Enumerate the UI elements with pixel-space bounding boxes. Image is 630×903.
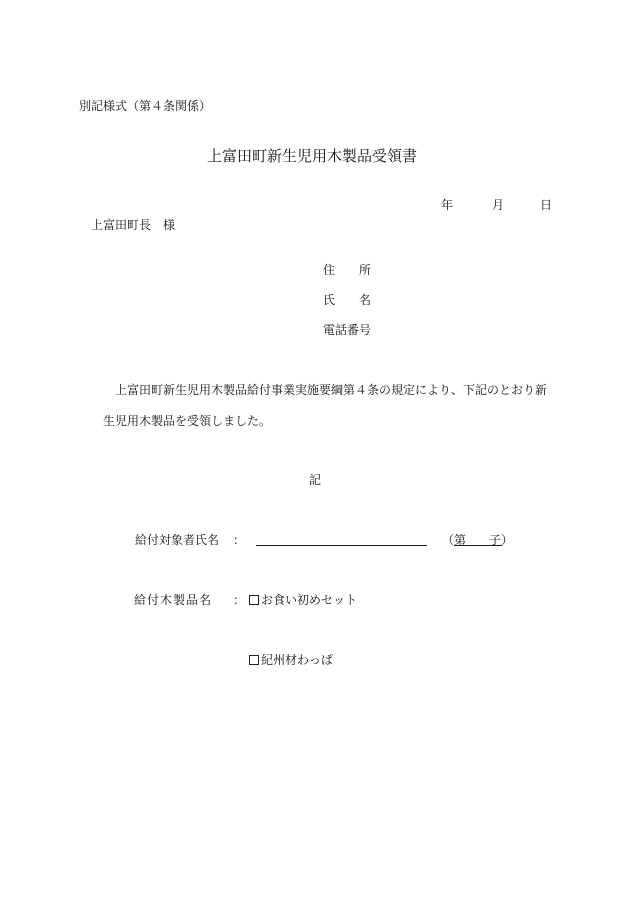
product-colon: ： (233, 593, 246, 607)
form-label: 別記様式（第４条関係） (79, 99, 212, 113)
product-option-label: 紀州材わっぱ (261, 653, 333, 667)
child-order-close: 子） (489, 533, 514, 547)
recipient-label: 給付対象者氏名 (135, 533, 220, 547)
child-order-open: （第 (442, 533, 467, 547)
date-year: 年 (441, 198, 454, 212)
document-title: 上富田町新生児用木製品受領書 (207, 147, 418, 165)
recipient-colon: ： (233, 533, 246, 547)
product-option-2[interactable] (249, 652, 333, 668)
date-month: 月 (492, 198, 505, 212)
body-text-line-1: 上富田町新生児用木製品給付事業実施要綱第４条の規定により、下記のとおり新 (115, 383, 548, 397)
checkbox-icon[interactable] (249, 655, 259, 665)
applicant-address-label: 住 所 (323, 263, 372, 277)
body-text-line-2: 生児用木製品を受領しました。 (103, 414, 272, 428)
product-option-1[interactable] (249, 592, 357, 608)
addressee: 上富田町長 様 (91, 218, 176, 232)
recipient-name-field[interactable] (256, 545, 427, 546)
product-label: 給付木製品名 (134, 593, 213, 607)
applicant-name-label: 氏 名 (323, 293, 372, 307)
product-option-label: お食い初めセット (261, 593, 358, 607)
ki-heading: 記 (309, 473, 322, 487)
checkbox-icon[interactable] (249, 595, 259, 605)
applicant-phone-label: 電話番号 (323, 323, 372, 337)
date-day: 日 (540, 198, 553, 212)
